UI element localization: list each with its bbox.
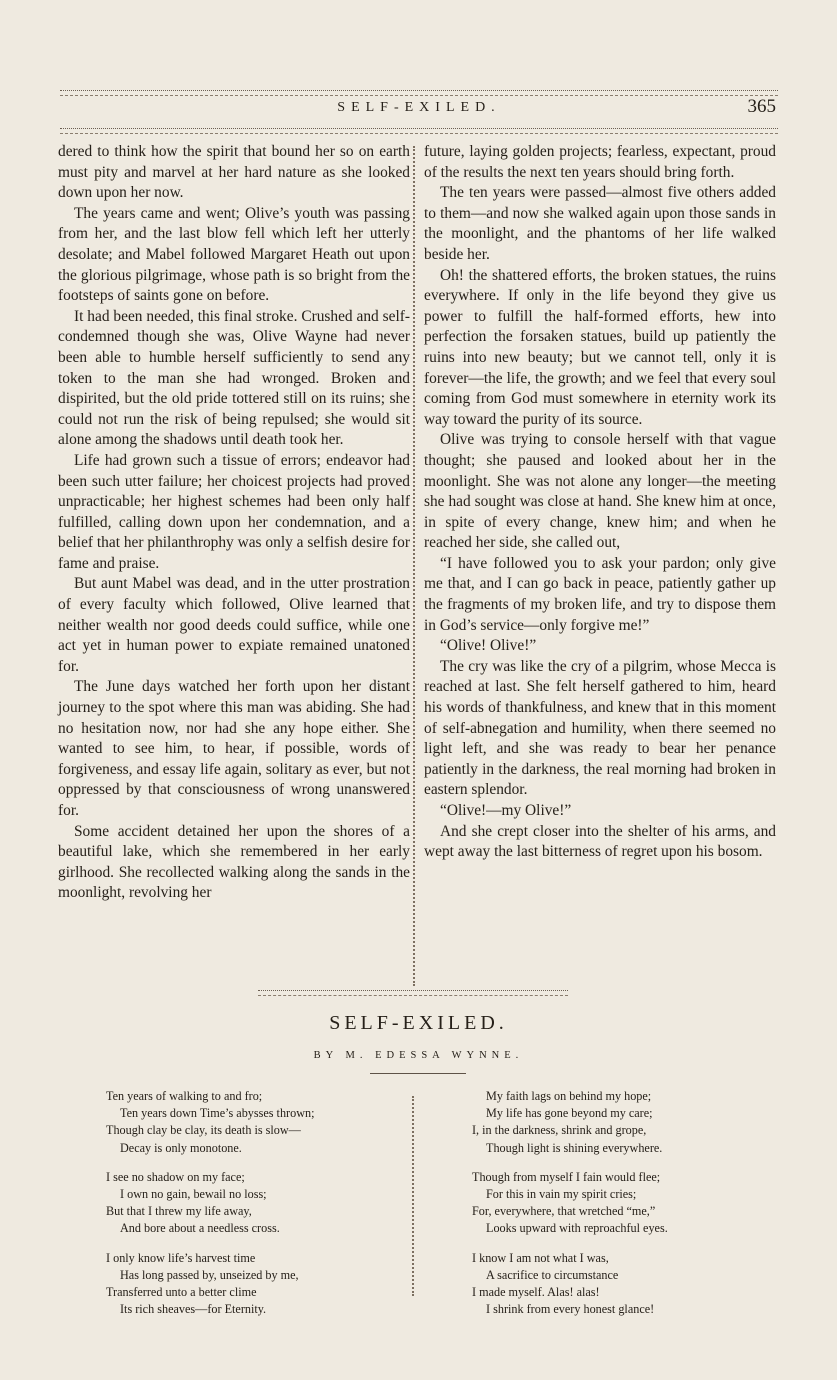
poem-line: Looks upward with reproachful eyes.: [486, 1221, 668, 1236]
poem-line: A sacrifice to circumstance: [486, 1267, 619, 1282]
story-paragraph: dered to think how the spirit that bound her so on earth must pity and marvel at her hard nature as she looked down upon her now.: [58, 143, 410, 202]
poem-line: My faith lags on behind my hope;: [486, 1089, 652, 1103]
story-paragraph: Olive was trying to console herself with that vague thought; she paused and looked about her in the moonlight. She was not alone any longer—the meeting she had sought was close at hand. She knew him at once, in spite of every change, knew him; and when he reached her side, she called out,: [424, 431, 776, 552]
poem-line: I only know life’s harvest time: [106, 1250, 256, 1265]
poem-stanza: [106, 1250, 406, 1319]
poem-line: I made myself. Alas! alas!: [472, 1285, 600, 1300]
poem-title: SELF-EXILED.: [329, 1012, 508, 1034]
poem-line: And bore about a needless cross.: [120, 1221, 280, 1236]
page-number: 365: [747, 96, 776, 117]
poem-line: For this in vain my spirit cries;: [486, 1187, 637, 1202]
poem-line: Though from myself I fain would flee;: [472, 1169, 661, 1184]
poem-line: Though clay be clay, its death is slow—: [106, 1123, 301, 1138]
poem-line: I see no shadow on my face;: [106, 1169, 245, 1184]
story-paragraph: “Olive!—my Olive!”: [440, 802, 572, 819]
poem-right-column: [472, 1088, 772, 1330]
story-paragraph: Oh! the shattered efforts, the broken statues, the ruins everywhere. If only in the life beyond they give us power to fulfill the half-formed efforts, hew into perfection the forsaken statues, build up patiently the ruins into new beauty; but we cannot tell, only it is forever—the life, the growth; and we feel that every soul coming from God must somewhere in eternity work its way toward the purity of its source.: [424, 266, 776, 428]
header-bottom-rule: [60, 128, 778, 134]
story-paragraph: The years came and went; Olive’s youth was passing from her, and the last blow fell which left her utterly desolate; and Mabel followed Margaret Heath out upon the glorious pilgrimage, whose path is so bright from the footsteps of saints gone on before.: [58, 204, 410, 305]
story-paragraph: And she crept closer into the shelter of his arms, and wept away the last bitterness of regret upon his bosom.: [424, 822, 776, 861]
poem-line: Transferred unto a better clime: [106, 1285, 257, 1300]
header-top-rule: [60, 90, 778, 96]
poem-line: I, in the darkness, shrink and grope,: [472, 1123, 647, 1138]
poem-stanza: [472, 1088, 772, 1157]
poem-line: I know I am not what I was,: [472, 1250, 609, 1265]
running-title: SELF-EXILED.: [337, 100, 501, 115]
poem-stanza: [472, 1169, 772, 1238]
story-paragraph: future, laying golden projects; fearless, expectant, proud of the results the next ten years should bring forth.: [424, 143, 776, 181]
story-paragraph: “Olive! Olive!”: [440, 637, 537, 655]
poem-line: I shrink from every honest glance!: [486, 1302, 655, 1317]
story-paragraph: But aunt Mabel was dead, and in the utter prostration of every faculty which followed, Olive learned that neither wealth nor good deeds could suffice, while one act yet in human power to expiate remained unatoned for.: [58, 575, 410, 675]
story-paragraph: The ten years were passed—almost five others added to them—and now she walked again upon those sands in the moonlight, and the phantoms of her life walked beside her.: [424, 184, 776, 263]
poem-stanza: [106, 1169, 406, 1238]
poem-left-column: [106, 1088, 406, 1330]
story-paragraph: The June days watched her forth upon her distant journey to the spot where this man was abiding. She had no hesitation now, nor had she any hope either. She wanted to see him, to hear, if possible, words of forgiveness, and essay life again, solitary as ever, but not oppressed by that consciousness of wrong unanswered for.: [58, 678, 410, 819]
poem-stanza: [106, 1088, 406, 1157]
poem-line: Though light is shining everywhere.: [486, 1140, 663, 1155]
column-divider: [413, 146, 419, 986]
poem-column-divider: [412, 1096, 418, 1296]
poem-line: My life has gone beyond my care;: [486, 1106, 653, 1121]
story-paragraph: The cry was like the cry of a pilgrim, whose Mecca is reached at last. She felt herself gathered to him, heard his words of thankfulness, and knew that in this moment of self-abnegation and humility, when there seemed no light left, and she was ready to bear her penance patiently in the darkness, the real morning had broken in eastern splendor.: [424, 657, 776, 799]
story-right-column: [424, 142, 776, 863]
poem-line: For, everywhere, that wretched “me,”: [472, 1204, 656, 1219]
poem-byline: BY M. EDESSA WYNNE.: [313, 1050, 524, 1061]
story-end-rule: [258, 990, 568, 996]
poem-line: Ten years down Time’s abysses thrown;: [120, 1106, 315, 1121]
poem-stanza: [472, 1250, 772, 1319]
story-paragraph: Some accident detained her upon the shores of a beautiful lake, which she remembered in her early girlhood. She recollected walking along the sands in the moonlight, revolving her: [58, 822, 410, 902]
story-paragraph: It had been needed, this final stroke. Crushed and self-condemned though she was, Olive Wayne had never been able to humble herself sufficiently to send any token to the man she had wronged. Broken and dispirited, but the old pride tottered still on its ruins; she could not run the risk of being repulsed; she would sit alone among the shadows until death took her.: [58, 307, 410, 449]
poem-line: But that I threw my life away,: [106, 1204, 252, 1219]
poem-line: Has long passed by, unseized by me,: [120, 1267, 299, 1282]
poem-line: Ten years of walking to and fro;: [106, 1089, 263, 1103]
story-left-column: [58, 142, 410, 904]
story-paragraph: “I have followed you to ask your pardon; only give me that, and I can go back in peace, patiently gather up the fragments of my broken life, and try to dispose them in God’s service—only forgive me!”: [424, 554, 776, 634]
byline-rule: [370, 1073, 466, 1074]
page-header: [60, 96, 778, 124]
poem-line: Decay is only monotone.: [120, 1140, 242, 1155]
story-paragraph: Life had grown such a tissue of errors; endeavor had been such utter failure; her choicest projects had proved unpracticable; her highest schemes had been only half fulfilled, calling down upon her condemnation, and a belief that her philanthrophy was only a selfish desire for fame and praise.: [58, 451, 410, 572]
poem-line: I own no gain, bewail no loss;: [120, 1187, 267, 1202]
poem-line: Its rich sheaves—for Eternity.: [120, 1302, 267, 1317]
